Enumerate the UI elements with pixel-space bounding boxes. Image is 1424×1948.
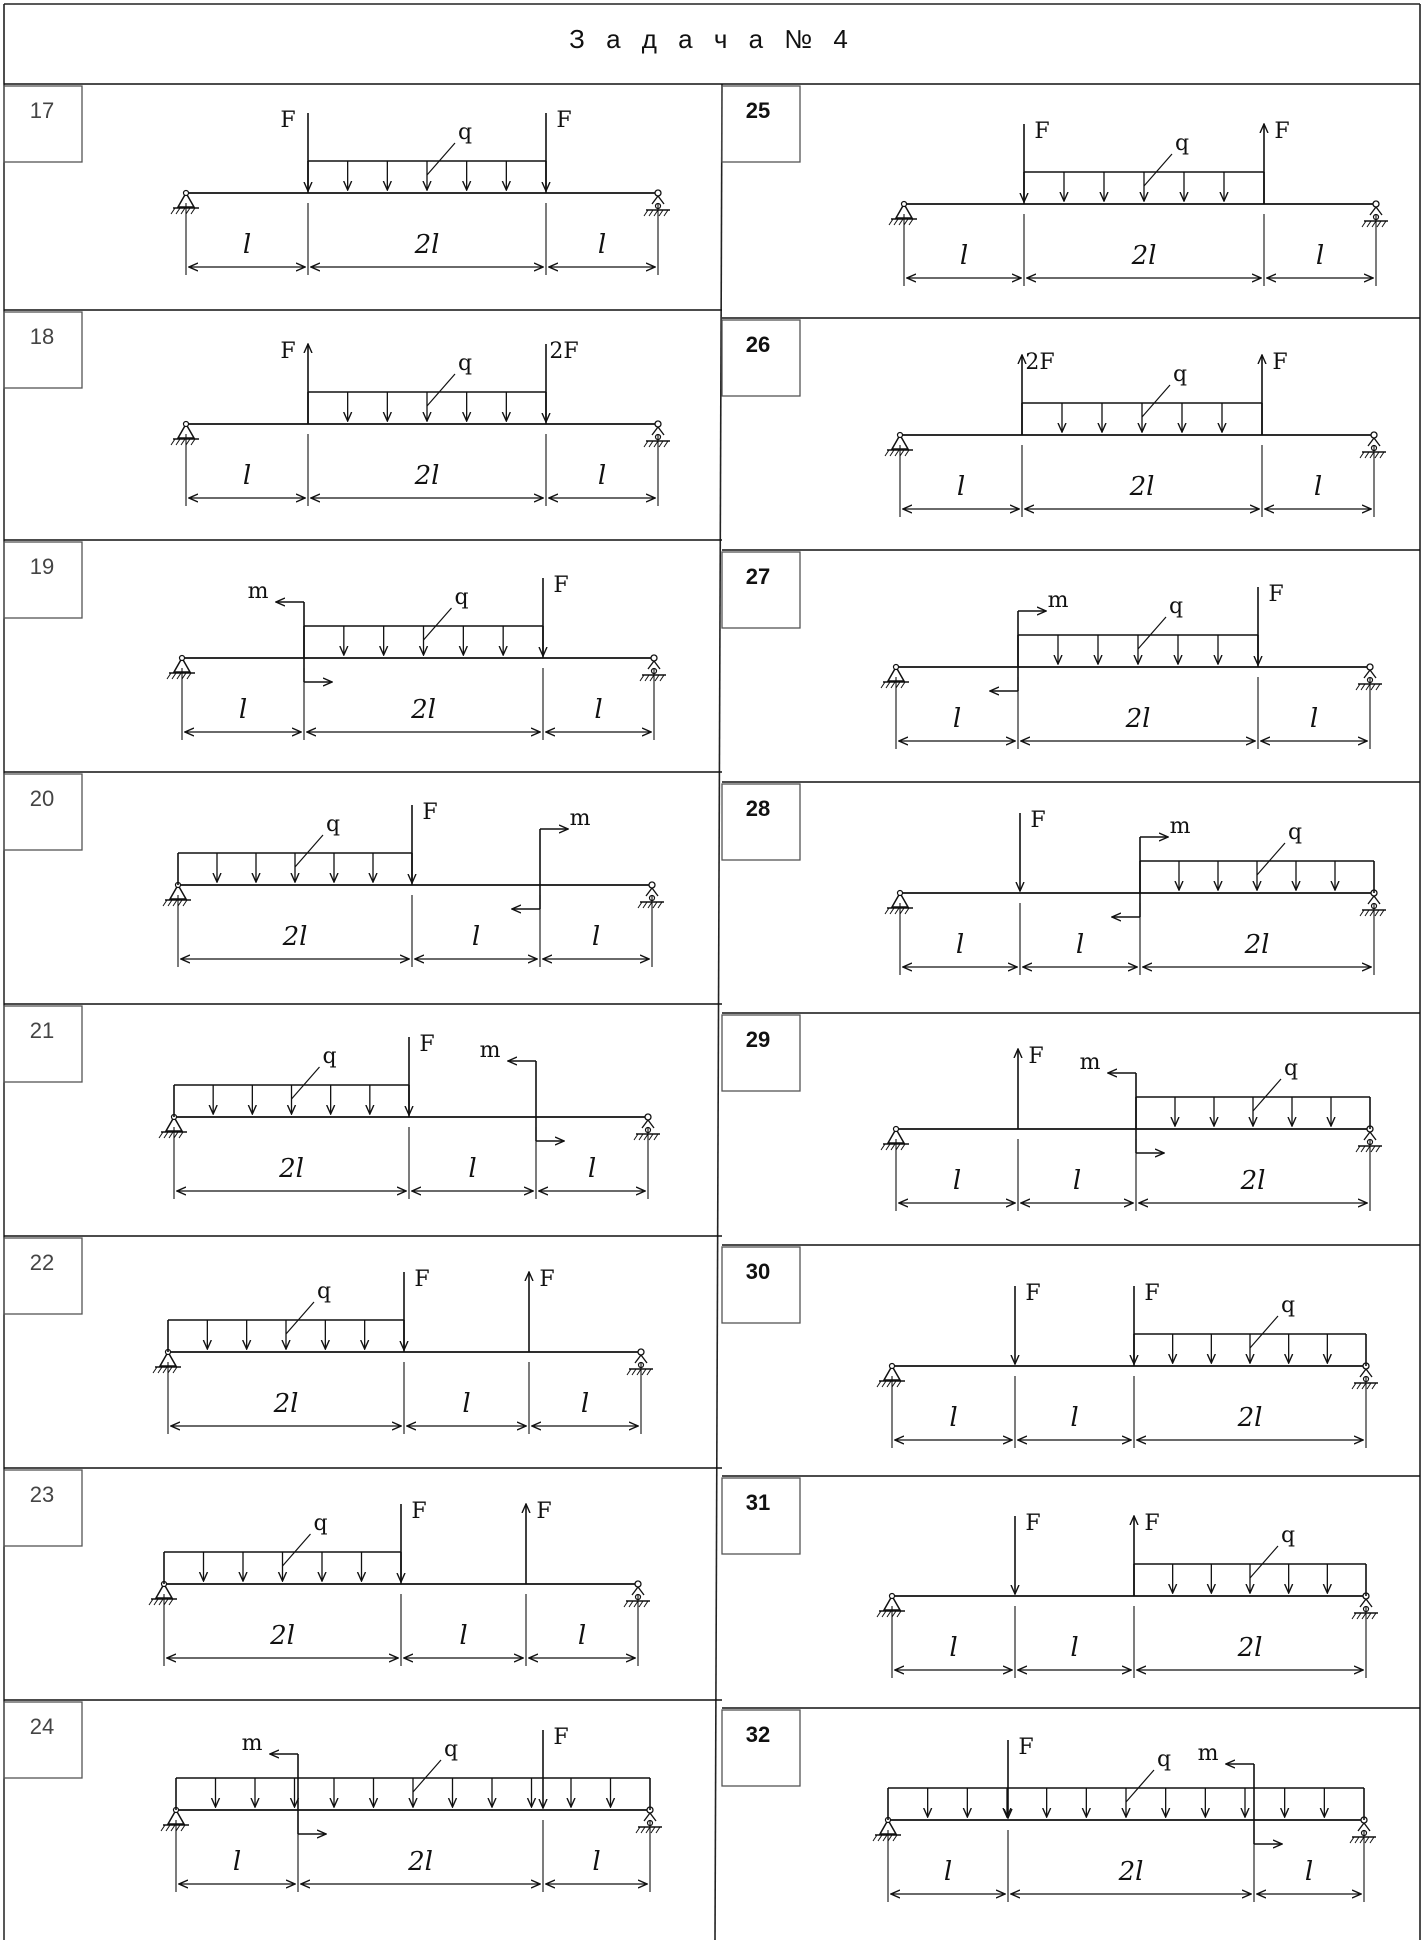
load-label-q: q <box>1283 1056 1299 1081</box>
dimension-lines <box>892 1606 1366 1678</box>
force-arrow <box>1008 1735 1034 1818</box>
force-label: F <box>280 108 296 133</box>
dimension-lines <box>174 1127 648 1199</box>
load-label-q: q <box>322 1044 337 1069</box>
load-label-q: q <box>1280 1523 1296 1548</box>
force-arrow <box>1022 350 1055 435</box>
problem-number: 26 <box>745 332 771 357</box>
force-arrow <box>546 339 579 422</box>
problem-number: 27 <box>745 564 771 589</box>
force-label: F <box>1034 119 1050 144</box>
distributed-load-q <box>1136 1056 1370 1129</box>
force-arrow <box>1134 1511 1160 1596</box>
moment-m <box>248 579 332 682</box>
dimension-label: l <box>577 1621 587 1651</box>
table-grid <box>4 4 1420 1940</box>
load-label-q: q <box>1280 1293 1296 1318</box>
dimension-label: l <box>587 1154 597 1184</box>
problem-number: 18 <box>29 324 55 349</box>
force-label: F <box>1268 582 1284 607</box>
dimension-label: l <box>242 461 252 491</box>
dimension-lines <box>176 1820 650 1892</box>
load-label-q: q <box>325 812 341 837</box>
problem-number: 29 <box>745 1027 771 1052</box>
dimension-label: 2l <box>1131 241 1157 271</box>
force-label: F <box>1272 350 1288 375</box>
problem-number: 22 <box>29 1250 55 1275</box>
load-label-q: q <box>1174 131 1190 156</box>
problem-number: 24 <box>29 1714 55 1739</box>
dimension-label: l <box>459 1621 468 1651</box>
dimension-label: 2l <box>1240 1166 1266 1196</box>
force-label: F <box>553 1725 569 1750</box>
load-label-q: q <box>457 351 473 376</box>
distributed-load-q <box>1022 362 1262 435</box>
force-label: F <box>539 1267 555 1292</box>
force-label: F <box>411 1499 427 1524</box>
dimension-label: 2l <box>273 1389 299 1419</box>
problem-number: 30 <box>745 1259 771 1284</box>
dimension-lines <box>168 1362 641 1434</box>
dimension-label: l <box>949 1403 958 1433</box>
load-label-q: q <box>1287 820 1303 845</box>
force-arrow <box>529 1267 555 1352</box>
problem-number: 25 <box>745 98 771 123</box>
load-label-q: q <box>457 120 473 145</box>
force-arrow <box>280 108 308 191</box>
problem-22 <box>4 1238 722 1468</box>
distributed-load-q <box>164 1511 401 1584</box>
problem-18 <box>4 312 722 540</box>
force-arrow <box>409 1032 435 1115</box>
force-arrow <box>1024 119 1050 202</box>
load-label-q: q <box>313 1511 328 1536</box>
distributed-load-q <box>1134 1523 1366 1596</box>
problem-number: 21 <box>29 1018 55 1043</box>
dimension-label: 2l <box>270 1621 295 1651</box>
load-label-q: q <box>454 585 469 610</box>
force-label: F <box>419 1032 435 1057</box>
problem-number: 19 <box>29 554 55 579</box>
problem-30 <box>722 1247 1420 1476</box>
moment-label: m <box>1047 588 1069 613</box>
problem-number: 20 <box>29 786 55 811</box>
dimension-label: l <box>597 230 607 260</box>
dimension-label: 2l <box>414 230 440 260</box>
problem-19 <box>4 542 722 772</box>
distributed-load-q <box>178 812 412 885</box>
dimension-lines <box>164 1594 638 1666</box>
force-label: 2F <box>549 339 579 364</box>
dimension-lines <box>900 445 1374 517</box>
problem-20 <box>4 774 722 1004</box>
force-label: F <box>1018 1735 1034 1760</box>
force-label: F <box>1028 1044 1044 1069</box>
problem-17 <box>4 86 722 310</box>
force-label: F <box>1144 1281 1160 1306</box>
dimension-lines <box>904 214 1376 286</box>
force-label: F <box>280 339 296 364</box>
force-label: F <box>1144 1511 1160 1536</box>
problem-26 <box>722 320 1420 550</box>
force-arrow <box>1015 1281 1041 1364</box>
distributed-load-q <box>1134 1293 1366 1366</box>
dimension-label: l <box>952 704 962 734</box>
force-arrow <box>1020 808 1046 891</box>
dimension-label: l <box>594 695 603 725</box>
problem-21 <box>4 1006 722 1236</box>
dimension-label: l <box>1315 241 1325 271</box>
moment-label: m <box>569 806 591 831</box>
force-arrow <box>401 1499 427 1582</box>
dimension-label: 2l <box>1237 1403 1263 1433</box>
load-label-q: q <box>316 1279 332 1304</box>
dimension-label: l <box>1070 1403 1079 1433</box>
dimension-label: l <box>1313 472 1323 502</box>
moment-m <box>242 1731 326 1834</box>
problem-number: 23 <box>29 1482 55 1507</box>
force-arrow <box>546 108 572 191</box>
dimension-label: l <box>949 1633 958 1663</box>
dimension-label: l <box>943 1857 953 1887</box>
moment-label: m <box>1197 1741 1219 1766</box>
distributed-load-q <box>308 351 546 424</box>
force-label: F <box>422 800 438 825</box>
dimension-label: l <box>471 922 481 952</box>
dimension-label: 2l <box>1237 1633 1263 1663</box>
dimension-label: l <box>959 241 969 271</box>
dimension-label: l <box>238 695 248 725</box>
dimension-lines <box>896 677 1370 749</box>
dimension-lines <box>896 1139 1370 1211</box>
problem-27 <box>722 552 1420 782</box>
dimension-label: 2l <box>411 695 436 725</box>
problem-number: 17 <box>29 98 55 123</box>
force-label: F <box>556 108 572 133</box>
problem-29 <box>722 1015 1420 1245</box>
force-label: F <box>1030 808 1046 833</box>
force-arrow <box>1262 350 1288 435</box>
force-arrow <box>543 573 569 656</box>
load-label-q: q <box>1168 594 1184 619</box>
problem-number: 28 <box>745 796 771 821</box>
dimension-label: l <box>580 1389 590 1419</box>
dimension-label: l <box>242 230 252 260</box>
force-arrow <box>1134 1281 1160 1364</box>
dimension-lines <box>892 1376 1366 1448</box>
moment-m <box>990 588 1069 691</box>
dimension-label: l <box>956 472 966 502</box>
dimension-label: l <box>1304 1857 1314 1887</box>
dimension-lines <box>888 1830 1364 1902</box>
dimension-label: l <box>1072 1166 1082 1196</box>
dimension-label: 2l <box>1125 704 1151 734</box>
force-arrow <box>280 339 308 424</box>
dimension-lines <box>186 434 658 506</box>
dimension-label: l <box>592 1847 601 1877</box>
force-arrow <box>404 1267 430 1350</box>
dimension-label: 2l <box>1129 472 1155 502</box>
problem-25 <box>722 86 1420 318</box>
problem-32 <box>722 1710 1376 1902</box>
force-label: F <box>414 1267 430 1292</box>
dimension-label: 2l <box>414 461 440 491</box>
moment-m <box>1198 1741 1282 1844</box>
force-label: 2F <box>1025 350 1055 375</box>
dimension-label: l <box>952 1166 962 1196</box>
dimension-lines <box>182 668 654 740</box>
dimension-lines <box>178 895 652 967</box>
moment-m <box>1080 1050 1164 1153</box>
dimension-label: l <box>597 461 607 491</box>
force-arrow <box>1018 1044 1044 1129</box>
dimension-label: l <box>232 1847 242 1877</box>
load-label-q: q <box>443 1737 459 1762</box>
force-arrow <box>1264 119 1290 204</box>
distributed-load-q <box>168 1279 404 1352</box>
dimension-label: 2l <box>279 1154 304 1184</box>
problem-number: 32 <box>745 1722 771 1747</box>
moment-label: m <box>247 579 269 604</box>
moment-label: m <box>1169 814 1191 839</box>
problem-number: 31 <box>745 1490 771 1515</box>
distributed-load-q <box>888 1747 1364 1820</box>
distributed-load-q <box>308 120 546 193</box>
force-label: F <box>1025 1281 1041 1306</box>
moment-label: m <box>1079 1050 1101 1075</box>
distributed-load-q <box>174 1044 409 1117</box>
force-label: F <box>1274 119 1290 144</box>
distributed-load-q <box>1024 131 1264 204</box>
force-arrow <box>1015 1511 1041 1594</box>
dimension-label: l <box>955 930 965 960</box>
dimension-label: 2l <box>408 1847 433 1877</box>
dimension-label: l <box>1309 704 1319 734</box>
dimension-label: l <box>1070 1633 1079 1663</box>
moment-label: m <box>241 1731 263 1756</box>
dimension-label: l <box>468 1154 477 1184</box>
force-label: F <box>1025 1511 1041 1536</box>
moment-label: m <box>479 1038 501 1063</box>
problem-23 <box>4 1470 722 1700</box>
problem-31 <box>722 1478 1420 1708</box>
dimension-lines <box>900 903 1374 975</box>
dimension-label: 2l <box>282 922 308 952</box>
force-label: F <box>536 1499 552 1524</box>
force-arrow <box>526 1499 552 1584</box>
moment-m <box>480 1038 564 1141</box>
problem-28 <box>722 784 1420 1013</box>
moment-m <box>512 806 591 909</box>
dimension-label: 2l <box>1244 930 1270 960</box>
dimension-label: l <box>1075 930 1085 960</box>
force-arrow <box>412 800 438 883</box>
dimension-label: l <box>462 1389 471 1419</box>
dimension-label: l <box>591 922 601 952</box>
dimension-lines <box>186 203 658 275</box>
distributed-load-q <box>304 585 543 658</box>
force-label: F <box>553 573 569 598</box>
force-arrow <box>1258 582 1284 665</box>
problem-24 <box>4 1702 662 1892</box>
load-label-q: q <box>1172 362 1188 387</box>
page-title: З а д а ч а № 4 <box>569 24 855 54</box>
load-label-q: q <box>1156 1747 1172 1772</box>
dimension-label: 2l <box>1118 1857 1144 1887</box>
force-arrow <box>543 1725 569 1808</box>
